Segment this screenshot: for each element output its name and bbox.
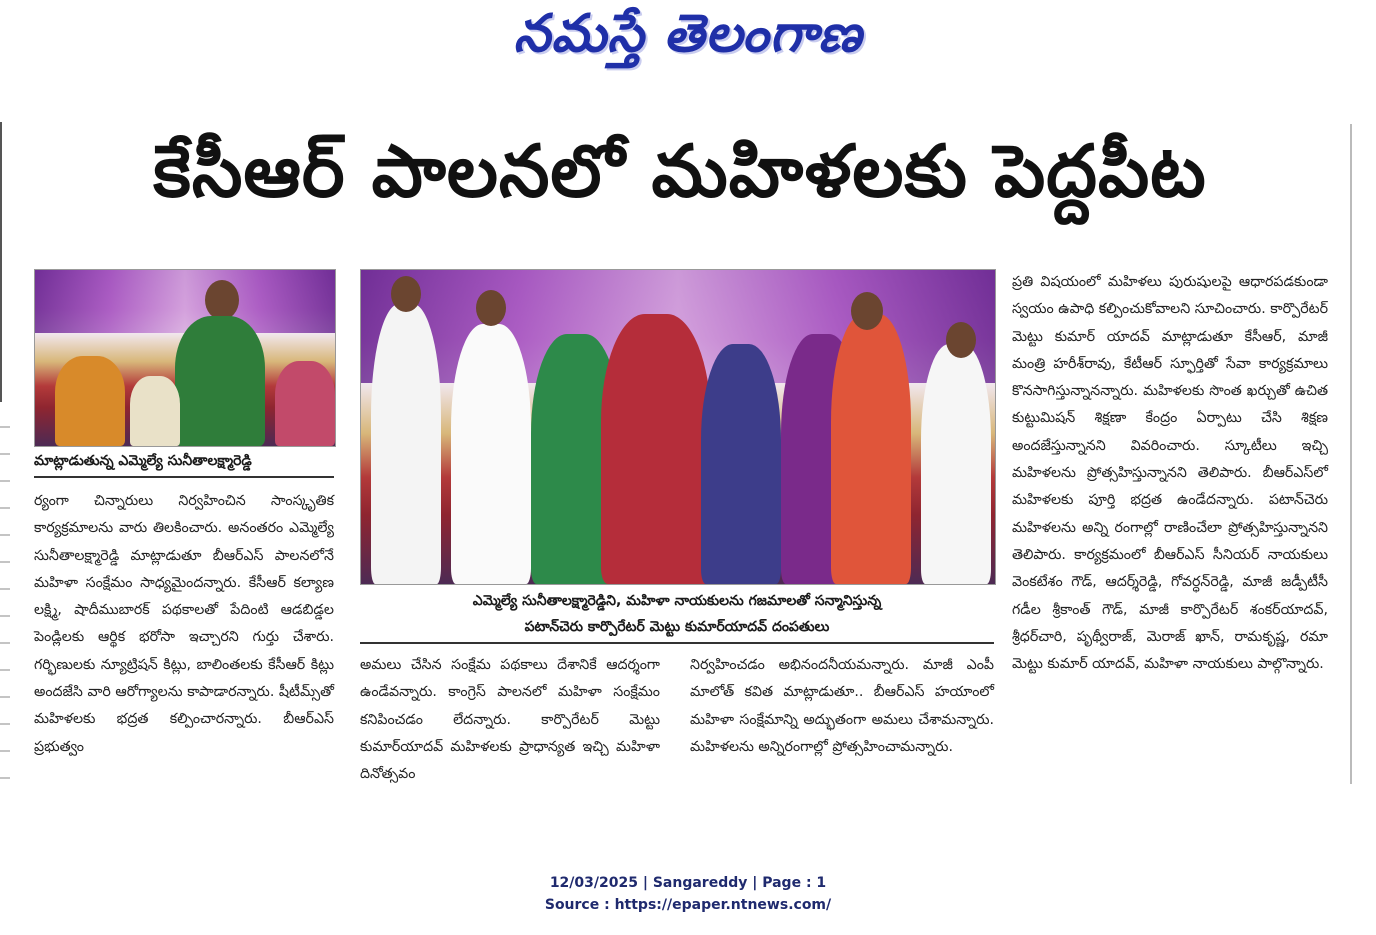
photo2-caption bbox=[360, 588, 994, 644]
photo1-caption: మాట్లాడుతున్న ఎమ్మెల్యే సునీతాలక్ష్మారెడ్డి bbox=[34, 448, 334, 478]
photo-felicitation bbox=[360, 269, 996, 585]
clip-border-left bbox=[0, 122, 2, 402]
clip-border-right bbox=[1350, 124, 1352, 784]
article-column-4 bbox=[1012, 269, 1328, 804]
adjacent-article-edge bbox=[0, 408, 10, 788]
photo2-caption-line1: ఎమ్మెల్యే సునీతాలక్ష్మారెడ్డిని, మహిళా నాయకులను గజమాలతో సన్మానిస్తున్న bbox=[472, 593, 882, 609]
newspaper-masthead bbox=[0, 0, 1376, 80]
article-column-2 bbox=[360, 652, 660, 802]
footer-date-edition: 12/03/2025 | Sangareddy | Page : 1 bbox=[549, 875, 827, 891]
photo-mla-speaking bbox=[34, 269, 336, 447]
article-headline bbox=[20, 125, 1340, 235]
column-2-text: అమలు చేసిన సంక్షేమ పథకాలు దేశానికే ఆదర్శంగా ఉండేవన్నారు. కాంగ్రెస్ పాలనలో మహిళా సంక్షేమం కనిపించడం లేదన్నారు. కార్పొరేటర్ మెట్టు కుమార్‌యాదవ్ మహిళలకు ప్రాధాన్యత ఇచ్చి మహిళా దినోత్సవం bbox=[360, 657, 660, 783]
column-3-text: నిర్వహించడం అభినందనీయమన్నారు. మాజీ ఎంపీ మాలోత్ కవిత మాట్లాడుతూ.. బీఆర్ఎస్ హయాంలో మహిళా సంక్షేమాన్ని అద్భుతంగా అమలు చేశామన్నారు. మహిళలను అన్నిరంగాల్లో ప్రోత్సహించామన్నారు. bbox=[690, 657, 994, 755]
column-4-text: ప్రతి విషయంలో మహిళలు పురుషులపై ఆధారపడకుండా స్వయం ఉపాధి కల్పించుకోవాలని సూచించారు. కార్పొరేటర్ మెట్టు కుమార్ యాదవ్ మాట్లాడుతూ కేసీఆర్, మాజీ మంత్రి హరీశ్‌రావు, కేటీఆర్ స్ఫూర్తితో సేవా కార్యక్రమాలు కొనసాగిస్తున్నానన్నారు. మహిళలకు సొంత ఖర్చుతో ఉచిత కుట్టుమిషన్ శిక్షణా కేంద్రం ఏర్పాటు చేసి శిక్షణ అందజేస్తున్నానని వివరించారు. స్కూటీలు ఇచ్చి మహిళలను ప్రోత్సహిస్తున్నానని తెలిపారు. బీఆర్ఎస్‌లో మహిళలకు పూర్తి భద్రత ఉండేదన్నారు. పటాన్‌చెరు మహిళలను అన్ని రంగాల్లో రాణించేలా ప్రోత్సహిస్తున్నానని తెలిపారు. కార్యక్రమంలో బీఆర్ఎస్ సీనియర్ నాయకులు వెంకటేశం గౌడ్, ఆదర్శ్‌రెడ్డి, గోవర్ధన్‌రెడ్డి, మాజీ జడ్పీటీసీ గడీల శ్రీకాంత్ గౌడ్, మాజీ కార్పొరేటర్ శంకర్‌యాదవ్, శ్రీధర్‌చారి, పృథ్వీరాజ్, మెరాజ్ ఖాన్, రామకృష్ణ, రమా మెట్టు కుమార్ యాదవ్, మహిళా నాయకులు పాల్గొన్నారు. bbox=[1012, 274, 1328, 673]
masthead-title: నమస్తే తెలంగాణ bbox=[513, 3, 863, 64]
photo2-caption-line2: పటాన్‌చెరు కార్పొరేటర్ మెట్టు కుమార్‌యాదవ్ దంపతులు bbox=[524, 619, 830, 635]
page-footer bbox=[0, 872, 1376, 916]
column-1-text: ర్యంగా చిన్నారులు నిర్వహించిన సాంస్కృతిక కార్యక్రమాలను వారు తిలకించారు. అనంతరం ఎమ్మెల్యే సునీతాలక్ష్మారెడ్డి మాట్లాడుతూ బీఆర్ఎస్ పాలనలోనే మహిళా సంక్షేమం సాధ్యమైందన్నారు. కేసీఆర్ కల్యాణ లక్ష్మి, షాదీముబారక్ పథకాలతో పేదింటి ఆడబిడ్డల పెండ్లిలకు ఆర్థిక భరోసా ఇచ్చారని గుర్తు చేశారు. గర్భిణులకు న్యూట్రిషన్ కిట్లు, బాలింతలకు కేసీఆర్ కిట్లు అందజేసి వారి ఆరోగ్యాలను కాపాడారన్నారు. షీటీమ్స్‌తో మహిళలకు భద్రత కల్పించారన్నారు. బీఆర్ఎస్ ప్రభుత్వం bbox=[34, 493, 334, 755]
headline-text: కేసీఆర్ పాలనలో మహిళలకు పెద్దపీట bbox=[153, 129, 1207, 213]
article-column-1 bbox=[34, 488, 334, 798]
footer-source: Source : https://epaper.ntnews.com/ bbox=[544, 897, 832, 913]
article-column-3 bbox=[690, 652, 994, 802]
